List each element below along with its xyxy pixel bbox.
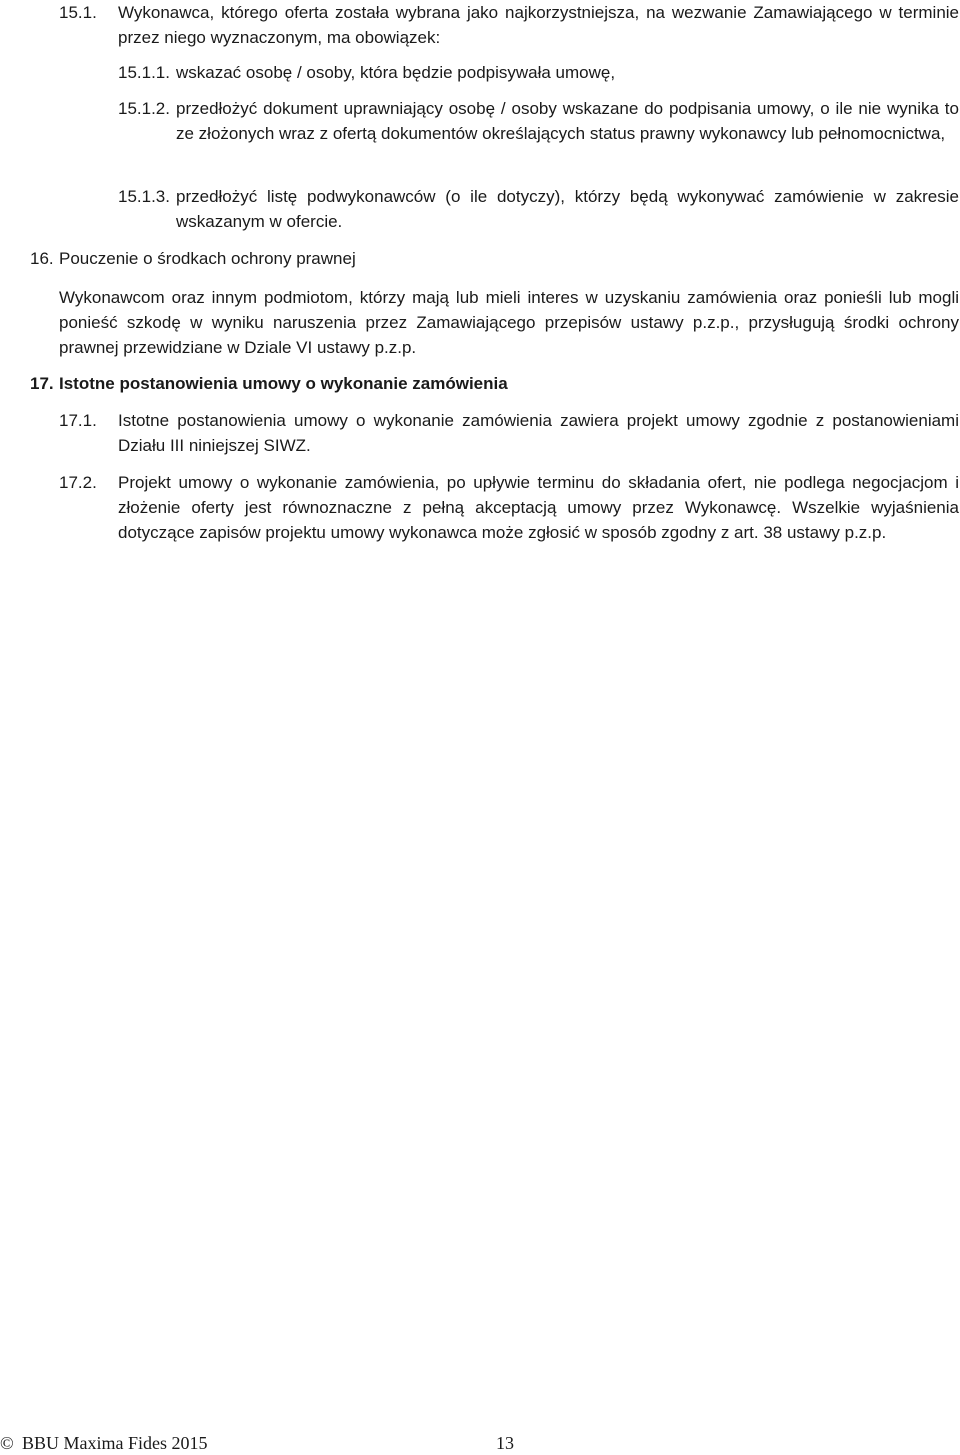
section-17-2-number: 17.2. — [59, 473, 97, 492]
section-16-text: Wykonawcom oraz innym podmiotom, którzy mają lub mieli interes w uzyskaniu zamówienia oraz ponieśli lub mogli ponieść szkodę w wyniku naruszenia przez Zamawiającego przepisów ustawy p.z.p., przysługują środki ochrony prawnej przewidziane w Dziale VI ustawy p.z.p. — [59, 288, 959, 357]
section-15-1-2-text: przedłożyć dokument uprawniający osobę / osoby wskazane do podpisania umowy, o ile nie wynika to ze złożonych wraz z ofertą dokumentów określających status prawny wykonawcy lub pełnomocnictwa, — [176, 99, 959, 143]
section-17-title: Istotne postanowienia umowy o wykonanie zamówienia — [59, 374, 508, 393]
section-16-title: Pouczenie o środkach ochrony prawnej — [59, 249, 356, 268]
section-17-1-number: 17.1. — [59, 411, 97, 430]
section-15-1-1-text: wskazać osobę / osoby, która będzie podpisywała umowę, — [176, 63, 616, 82]
section-15-1-text: Wykonawca, którego oferta została wybrana jako najkorzystniejsza, na wezwanie Zamawiającego w terminie przez niego wyznaczonym, ma obowiązek: — [118, 3, 959, 47]
page-number: 13 — [496, 1433, 514, 1453]
section-16-number: 16. — [30, 249, 54, 268]
section-15-1-1-number: 15.1.1. — [118, 63, 170, 82]
section-15-1-3-number: 15.1.3. — [118, 187, 170, 206]
section-15-1-2-number: 15.1.2. — [118, 99, 170, 118]
footer-company: BBU Maxima Fides 2015 — [22, 1433, 208, 1453]
section-15-1-3-text: przedłożyć listę podwykonawców (o ile dotyczy), którzy będą wykonywać zamówienie w zakresie wskazanym w ofercie. — [176, 187, 959, 231]
section-15-1-number: 15.1. — [59, 3, 97, 22]
section-17-1-text: Istotne postanowienia umowy o wykonanie zamówienia zawiera projekt umowy zgodnie z postanowieniami Działu III niniejszej SIWZ. — [118, 411, 959, 455]
copyright-symbol: © — [0, 1433, 14, 1453]
section-17-2-text: Projekt umowy o wykonanie zamówienia, po upływie terminu do składania ofert, nie podlega negocjacjom i złożenie oferty jest równoznaczne z pełną akceptacją umowy przez Wykonawcę. Wszelkie wyjaśnienia dotyczące zapisów projektu umowy wykonawca może zgłosić w sposób zgodny z art. 38 ustawy p.z.p. — [118, 473, 959, 542]
section-17-number: 17. — [30, 374, 54, 393]
